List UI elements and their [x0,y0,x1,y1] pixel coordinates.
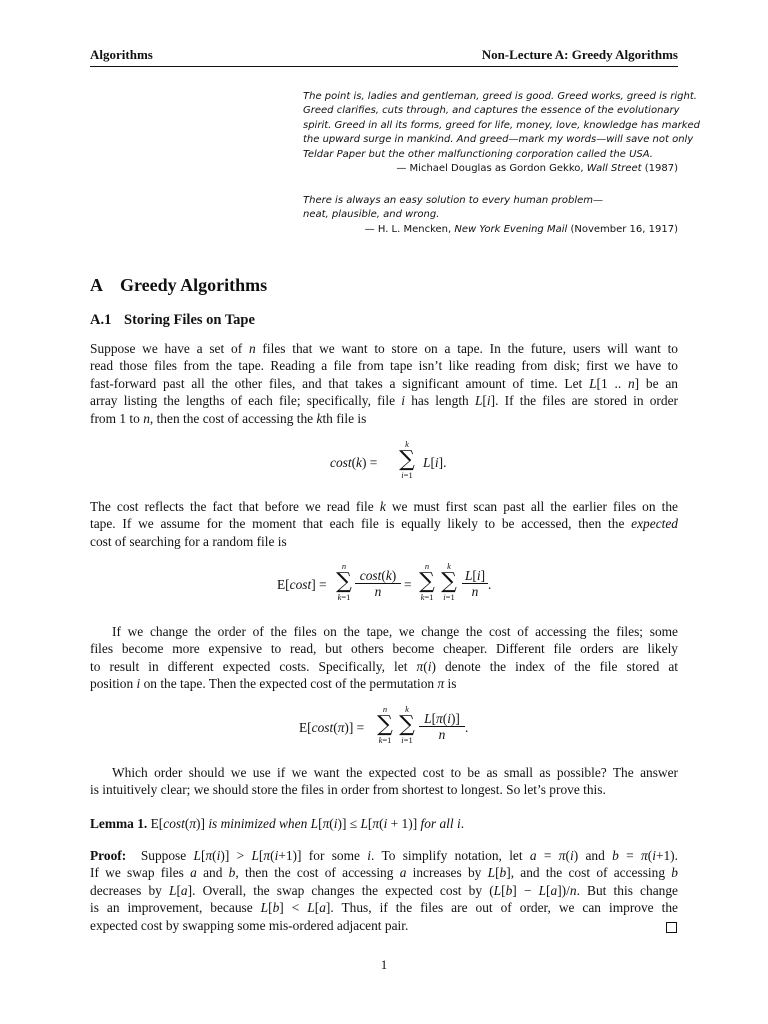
equals-sign: = [404,577,412,592]
equation-expected-cost: E[cost] = [277,577,327,592]
epigraph-line: Greed clarifies, cuts through, and captures the essence of the evolutionary [303,105,680,117]
header-left: Algorithms [90,47,153,62]
fraction: $\frac{L[\pi(i)]}{n}$ [419,711,465,742]
sum-symbol: k ∑ i=1 [399,439,415,480]
epigraph-quote-1 [303,90,700,162]
period: . [465,720,469,735]
epigraph-line: There is always an easy solution to every human problem— [303,195,604,206]
section-heading [90,275,267,296]
paragraph-3: If we change the order of the files on the tape, we change the cost of accessing the files; some files become more expensive to read, but others become cheaper. Different file orders are likely to result in different expected costs. Specifically, let π(i) denote the index of the file stored at position i on the tape. Then the expected cost of the permutation π is [90,624,678,692]
equation-expected-cost-pi: E[cost(π)] = [299,720,365,735]
attribution-prefix: — Michael Douglas as Gordon Gekko, [396,163,587,174]
subsection-heading [90,312,255,329]
running-header [90,46,678,67]
epigraph-line: neat, plausible, and wrong. [303,209,440,221]
sum-symbol: k ∑ i=1 [399,704,415,745]
epigraph-line: the upward surge in mankind. And greed—mark my words—will save not only [303,134,694,146]
period: . [488,577,492,592]
attribution-work: New York Evening Mail [454,224,568,235]
page-number: 1 [380,957,388,972]
lemma-1: Lemma 1. E[cost(π)] is minimized when L[π(i)] ≤ L[π(i + 1)] for all i. [90,816,465,831]
fraction: $\frac{L[i]}{n}$ [462,568,488,599]
sum-symbol: k ∑ i=1 [441,561,457,602]
qed-symbol [666,920,677,938]
sum-symbol: n ∑ k=1 [419,561,435,602]
equation-cost-k-rhs: L[i]. [423,455,447,470]
section-title: Greedy Algorithms [120,275,268,295]
epigraph-line: spirit. Greed in all its forms, greed for life, money, love, knowledge has marked [303,119,700,131]
attribution-work: Wall Street [586,163,642,174]
epigraph-attribution-1 [396,163,678,174]
attribution-suffix: (1987) [641,163,678,174]
paragraph-1: Suppose we have a set of n files that we want to store on a tape. In the future, users will want to read those files from the tape. Reading a file from tape isn’t like reading from disk; first we have to fast-forward past all the other files, and that takes a significant amount of time. Let L[1 .. n] be an array listing the lengths of each file; specifically, file i has length L[i]. If the files are stored in order from 1 to n, then the cost of accessing the kth file is [90,341,679,426]
proof: Proof: Suppose L[π(i)] > L[π(i+1)] for some i. To simplify notation, let a = π(i) and b = π(i+1). If we swap files a and b, then the cost of accessing a increases by L[b], and the cost of accessing b decreases by L[a]. Overall, the swap changes the expected cost by (L[b] − L[a])/n. But this change is an improvement, because L[b] < L[a]. Thus, if the files are out of order, we can improve the expected cost by swapping some mis-ordered adjacent pair. [90,848,678,933]
paragraph-4: Which order should we use if we want the expected cost to be as small as possible? The answer is intuitively clear; we should store the files in order from shortest to longest. So let’s prove this. [90,765,678,798]
section-number: A [90,275,103,295]
sum-symbol: n ∑ k=1 [377,704,393,745]
proof-label: Proof: [90,848,127,863]
subsection-title: Storing Files on Tape [124,312,255,328]
epigraph-line: Teldar Paper but the other malfunctioning corporation called the USA. [303,148,653,160]
attribution-suffix: (November 16, 1917) [567,224,678,235]
fraction: $\frac{\cos t(k)}{n}$ [355,568,401,599]
equation-cost-k: cost(k) = [330,455,378,470]
lemma-label: Lemma 1. [90,816,148,831]
paragraph-2: The cost reflects the fact that before we read file k we must first scan past all the earlier files on the tape. If we assume for the moment that each file is equally likely to be accessed, then the expected cost of searching for a random file is [90,499,678,549]
subsection-number: A.1 [90,312,112,328]
attribution-prefix: — H. L. Mencken, [364,224,455,235]
epigraph-attribution-2 [365,224,678,235]
header-right: Non-Lecture A: Greedy Algorithms [481,47,678,62]
epigraph-quote-2 [303,194,678,223]
sum-symbol: n ∑ k=1 [336,561,352,602]
epigraph-line: The point is, ladies and gentleman, greed is good. Greed works, greed is right. [303,91,697,102]
